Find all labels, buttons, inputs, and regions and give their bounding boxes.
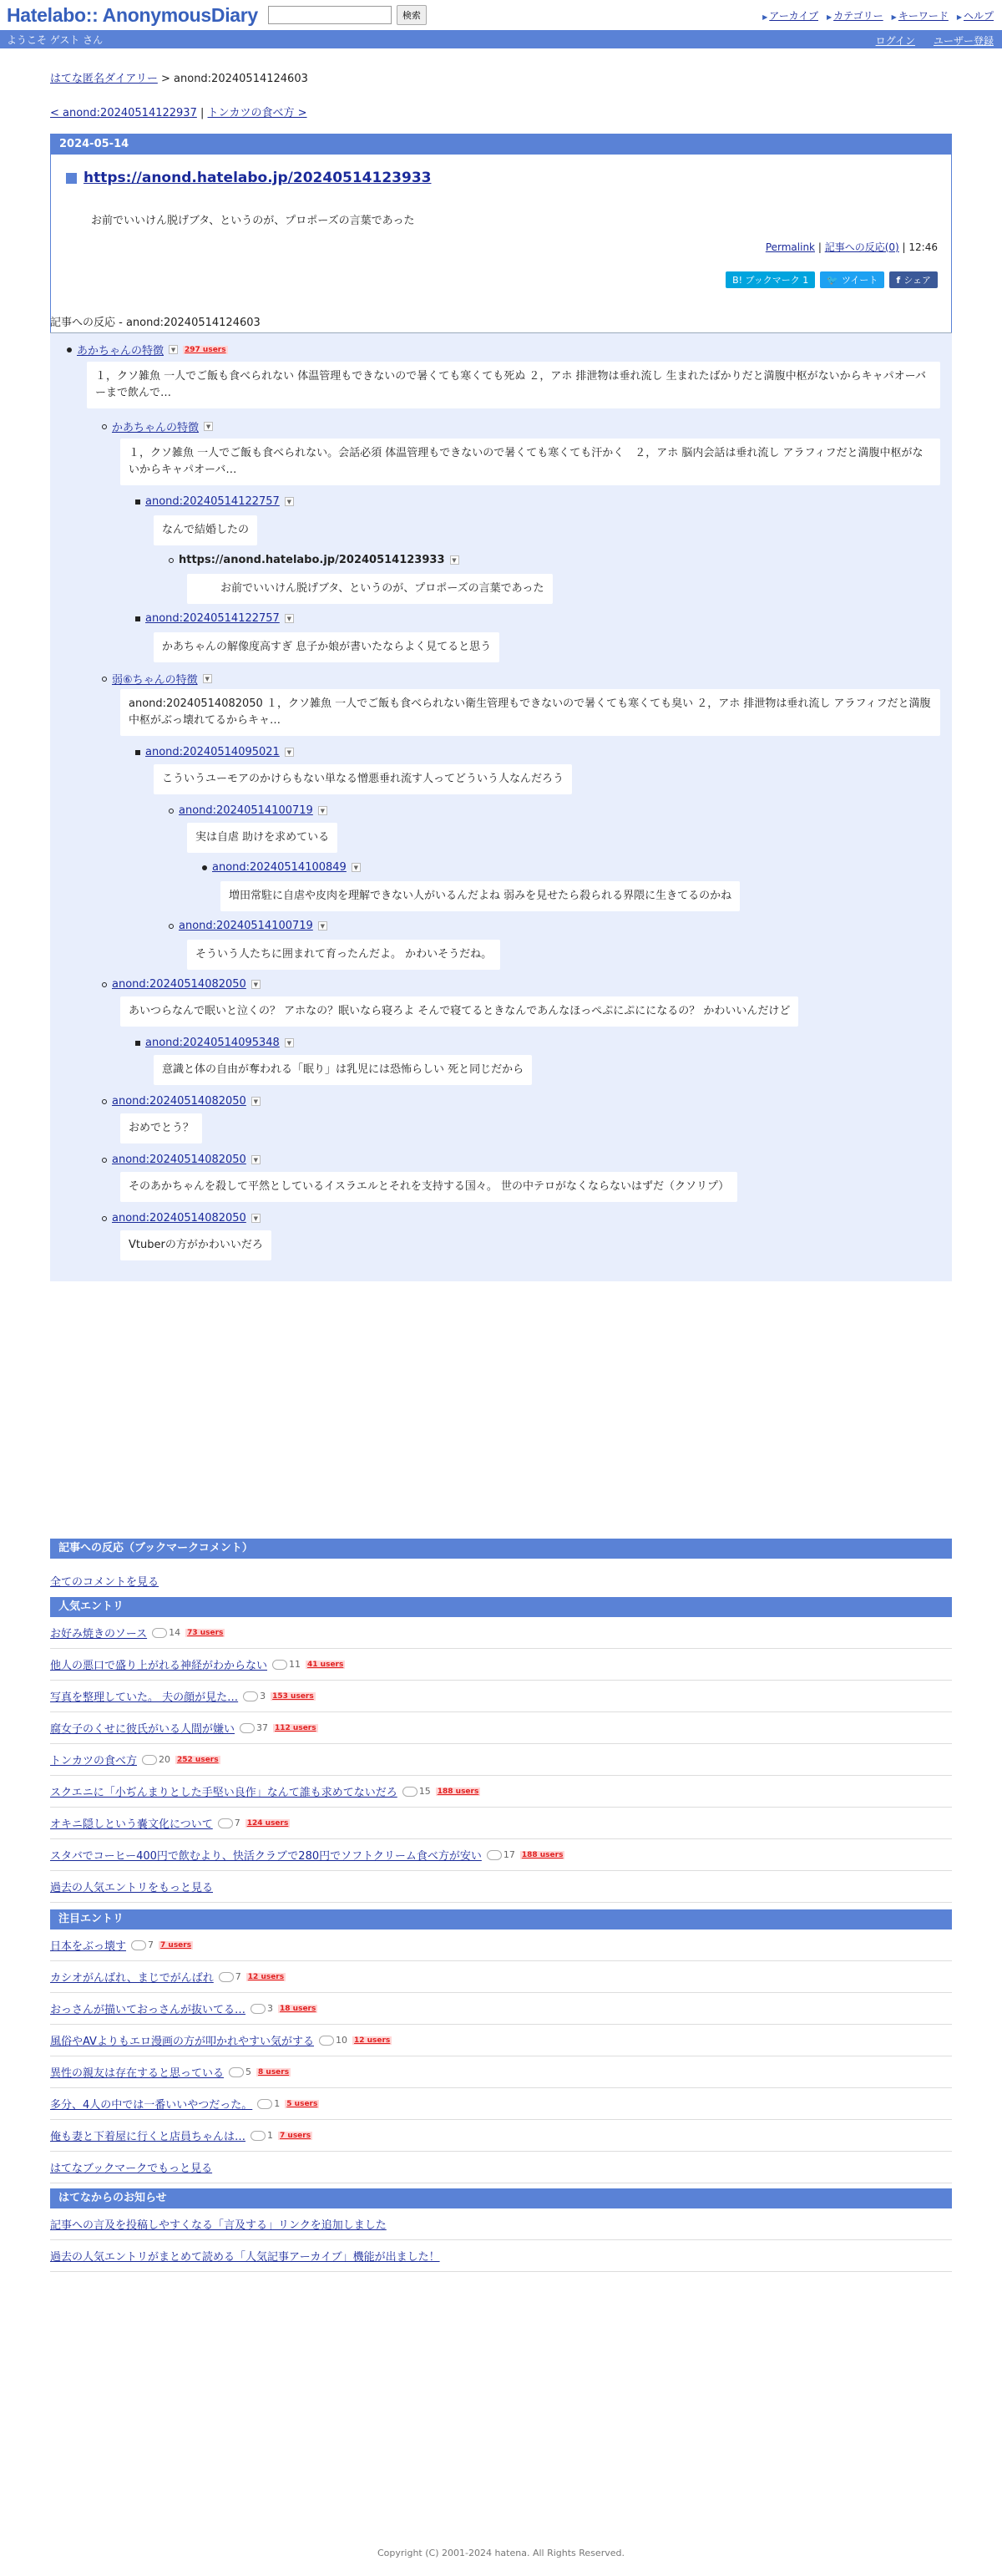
comment-count-value: 10 xyxy=(335,2035,347,2046)
reply-link[interactable]: anond:20240514082050 xyxy=(112,978,246,991)
chevron-down-icon[interactable]: ▼ xyxy=(318,921,327,931)
comment-count[interactable] xyxy=(243,1691,266,1701)
bullet-icon xyxy=(102,982,107,987)
facebook-icon: f xyxy=(896,274,901,286)
bullet-icon xyxy=(169,809,174,814)
reply-node xyxy=(102,978,261,991)
reply-node xyxy=(102,1095,261,1108)
reply-link[interactable]: anond:20240514122757 xyxy=(145,612,280,625)
reply-link[interactable]: anond:20240514100849 xyxy=(212,861,347,874)
comment-count[interactable] xyxy=(142,1754,170,1765)
bullet-icon xyxy=(102,424,107,429)
comment-count[interactable] xyxy=(152,1627,180,1638)
comment-count[interactable] xyxy=(218,1818,240,1828)
share-buttons xyxy=(726,271,938,288)
bookmark-users-badge[interactable]: 41 users xyxy=(307,1660,344,1669)
entry-time: 12:46 xyxy=(908,241,938,253)
popular-entry-row xyxy=(50,1681,952,1712)
speech-bubble-icon xyxy=(152,1628,167,1638)
reply-node xyxy=(169,554,459,566)
popular-entry-row xyxy=(50,1808,952,1839)
reply-body: お前でいいけん脱げブタ、というのが、プロポーズの言葉であった xyxy=(187,574,553,604)
chevron-down-icon[interactable]: ▼ xyxy=(203,674,212,683)
bookmark-users-badge[interactable]: 112 users xyxy=(275,1723,316,1732)
comment-count[interactable] xyxy=(402,1786,431,1797)
news-link[interactable]: 記事への言及を投稿しやすくなる「言及する」リンクを追加しました xyxy=(50,2219,387,2232)
notable-entry-row xyxy=(50,1961,952,1993)
reply-link[interactable]: anond:20240514082050 xyxy=(112,1212,246,1225)
speech-bubble-icon xyxy=(229,2067,244,2077)
popular-entry-link[interactable]: トンカツの食べ方 xyxy=(50,1755,138,1767)
bookmark-users-badge[interactable]: 7 users xyxy=(160,1940,192,1950)
bullet-icon xyxy=(169,558,174,563)
comment-count[interactable] xyxy=(487,1849,515,1860)
notable-entry-row xyxy=(50,2025,952,2056)
comment-count-value: 7 xyxy=(234,1818,240,1828)
next-entry-link[interactable]: トンカツの食べ方 > xyxy=(207,107,307,119)
reply-node xyxy=(67,342,228,357)
reply-link[interactable]: anond:20240514122757 xyxy=(145,495,280,508)
notable-entry-row xyxy=(50,1929,952,1961)
comment-count-value: 7 xyxy=(235,1971,241,1982)
speech-bubble-icon xyxy=(131,1940,146,1950)
bookmark-users-badge[interactable]: 73 users xyxy=(187,1628,224,1637)
meta-separator: | xyxy=(902,241,906,253)
comment-count-value: 11 xyxy=(289,1659,301,1670)
chevron-down-icon[interactable]: ▼ xyxy=(450,555,459,565)
bullet-icon xyxy=(135,1041,140,1046)
bookmark-users-badge[interactable]: 252 users xyxy=(177,1755,219,1764)
notable-entry-link[interactable]: 多分、4人の中では一番いいやつだった。 xyxy=(50,2099,253,2112)
comment-count-value: 20 xyxy=(159,1754,171,1765)
bullet-icon xyxy=(67,347,72,352)
all-comments-row xyxy=(50,1567,952,1594)
twitter-bird-icon: 🐦 xyxy=(827,274,838,286)
news-link[interactable]: 過去の人気エントリがまとめて読める「人気記事アーカイブ」機能が出ました！ xyxy=(50,2251,440,2264)
bullet-icon xyxy=(135,616,140,621)
comment-count-value: 3 xyxy=(260,1691,266,1701)
bookmark-users-badge[interactable]: 12 users xyxy=(353,2036,391,2045)
all-comments-link[interactable]: 全てのコメントを見る xyxy=(50,1575,159,1589)
login-link[interactable]: ログイン xyxy=(875,35,915,47)
speech-bubble-icon xyxy=(402,1787,418,1797)
popular-entry-row xyxy=(50,1744,952,1776)
bookmark-users-badge[interactable]: 5 users xyxy=(286,2099,318,2108)
chevron-down-icon[interactable]: ▼ xyxy=(251,1155,261,1164)
popular-entry-more-link[interactable]: 過去の人気エントリをもっと見る xyxy=(50,1882,214,1894)
reply-node xyxy=(169,920,327,932)
notable-entries-heading: 注目エントリ xyxy=(50,1909,952,1929)
reply-body: １，クソ雑魚 一人でご飯も食べられない。会話必須 体温管理もできないので暑くても寒くても汗かく ２，アホ 脳内会話は垂れ流し アラフィフだと満腹中枢がないからキャパオーバ… xyxy=(120,439,940,485)
breadcrumb-home-link[interactable]: はてな匿名ダイアリー xyxy=(50,73,158,85)
notable-entry-link[interactable]: 風俗やAVよりもエロ漫画の方が叩かれやすい気がする xyxy=(50,2036,314,2048)
facebook-share-button[interactable] xyxy=(889,271,938,288)
notable-entry-row xyxy=(50,2056,952,2088)
notable-entry-link[interactable]: カシオがんばれ、まじでがんばれ xyxy=(50,1972,214,1985)
reply-body: かあちゃんの解像度高すぎ 息子か娘が書いたならよく見てると思う xyxy=(154,632,499,662)
chevron-down-icon[interactable]: ▼ xyxy=(169,345,178,354)
reply-body: そのあかちゃんを殺して平然としているイスラエルとそれを支持する国々。 世の中テロがなくならないはずだ（クソリプ） xyxy=(120,1172,737,1202)
pager-separator: | xyxy=(200,107,205,119)
bullet-icon xyxy=(102,1099,107,1104)
speech-bubble-icon xyxy=(250,2004,266,2014)
pager xyxy=(50,104,307,119)
entry-title-link[interactable]: https://anond.hatelabo.jp/20240514123933 xyxy=(84,170,432,186)
reply-node xyxy=(135,612,294,625)
comment-count-value: 7 xyxy=(148,1940,154,1950)
breadcrumb xyxy=(50,69,308,85)
popular-entry-row xyxy=(50,1617,952,1649)
reactions-link[interactable]: 記事への反応(0) xyxy=(824,241,899,253)
breadcrumb-current: anond:20240514124603 xyxy=(174,73,308,85)
hatena-bookmark-button[interactable]: B! ブックマーク 1 xyxy=(726,271,815,288)
reply-node xyxy=(102,418,213,434)
reply-body: anond:20240514082050 １，クソ雑魚 一人でご飯も食べられない衛生管理もできないので暑くても寒くても臭い ２，アホ 排泄物は垂れ流し アラフィフだと満腹中枢がぶっ壊れてるからキャ… xyxy=(120,689,940,736)
comment-count[interactable] xyxy=(219,1971,241,1982)
reply-body: 実は自虐 助けを求めている xyxy=(187,823,337,853)
share-button-label: シェア xyxy=(903,275,931,286)
comment-count[interactable] xyxy=(229,2066,251,2077)
chevron-down-icon[interactable]: ▼ xyxy=(285,1038,294,1047)
chevron-down-icon[interactable]: ▼ xyxy=(251,1214,261,1223)
comment-count-value: 15 xyxy=(418,1786,431,1797)
reply-node xyxy=(102,671,212,687)
comment-count-value: 1 xyxy=(267,2130,274,2141)
reply-node xyxy=(102,1212,261,1225)
popular-entry-row xyxy=(50,1649,952,1681)
site-logo[interactable]: Hatelabo:: AnonymousDiary xyxy=(7,3,258,26)
reply-node xyxy=(135,746,294,758)
popular-entry-more-row xyxy=(50,1871,952,1903)
comment-count-value: 1 xyxy=(274,2098,281,2109)
news-row xyxy=(50,2208,952,2240)
chevron-down-icon[interactable]: ▼ xyxy=(285,614,294,623)
bullet-icon xyxy=(169,924,174,929)
nav-category-link[interactable]: ▶ カテゴリー xyxy=(827,8,883,23)
news-heading: はてなからのお知らせ xyxy=(50,2188,952,2208)
bookmark-users-badge[interactable]: 12 users xyxy=(247,1972,285,1981)
footer-copyright: Copyright (C) 2001-2024 hatena. All Rights Reserved. xyxy=(377,2548,625,2558)
welcome-text: ようこそ ゲスト さん xyxy=(7,33,104,46)
bookmark-users-badge[interactable]: 188 users xyxy=(437,1787,479,1796)
comment-count-value: 17 xyxy=(503,1849,515,1860)
comment-count-value: 37 xyxy=(256,1722,269,1733)
reply-node xyxy=(102,1154,261,1166)
reply-body: Vtuberの方がかわいいだろ xyxy=(120,1230,271,1260)
tweet-button-label: ツイート xyxy=(841,275,878,286)
reply-body: １，クソ雑魚 一人でご飯も食べられない 体温管理もできないので暑くても寒くても死ぬ ２，アホ 排泄物は垂れ流し 生まれたばかりだと満腹中枢がないからキャパオーバーまで飲んで… xyxy=(87,362,940,408)
reply-link[interactable]: anond:20240514082050 xyxy=(112,1154,246,1166)
reply-link[interactable]: anond:20240514095348 xyxy=(145,1037,280,1049)
entry-meta xyxy=(766,240,938,254)
comment-count-value: 5 xyxy=(245,2066,252,2077)
prev-entry-link[interactable]: < anond:20240514122937 xyxy=(50,107,197,119)
reply-link[interactable]: anond:20240514100719 xyxy=(179,920,313,932)
reply-body: 意識と体の自由が奪われる「眠り」は乳児には恐怖らしい 死と同じだから xyxy=(154,1055,532,1085)
comment-count[interactable] xyxy=(250,2130,273,2141)
bullet-icon xyxy=(202,865,207,870)
chevron-down-icon[interactable]: ▼ xyxy=(251,1097,261,1106)
reply-link[interactable]: 弱⑥ちゃんの特徴 xyxy=(112,674,198,687)
comment-count-value: 14 xyxy=(169,1627,181,1638)
reply-link[interactable]: anond:20240514100719 xyxy=(179,804,313,817)
comment-count-value: 3 xyxy=(267,2003,274,2014)
notable-entry-link[interactable]: 日本をぶっ壊す xyxy=(50,1940,127,1953)
popular-entry-link[interactable]: お好み焼きのソース xyxy=(50,1628,148,1640)
popular-entry-row xyxy=(50,1839,952,1871)
bullet-icon xyxy=(135,499,140,505)
speech-bubble-icon xyxy=(243,1691,258,1701)
register-link[interactable]: ユーザー登録 xyxy=(933,35,994,47)
speech-bubble-icon xyxy=(218,1818,233,1828)
entry-body: お前でいいけん脱げブタ、というのが、プロポーズの言葉であった xyxy=(91,215,415,227)
speech-bubble-icon xyxy=(487,1850,502,1860)
header xyxy=(0,0,1002,30)
bullet-icon xyxy=(102,1216,107,1221)
reply-node xyxy=(135,495,294,508)
speech-bubble-icon xyxy=(219,1972,234,1982)
notable-entry-more-row xyxy=(50,2152,952,2183)
bookmark-users-badge[interactable]: 7 users xyxy=(280,2131,311,2140)
comment-count[interactable] xyxy=(272,1659,301,1670)
bookmark-comments-heading: 記事への反応（ブックマークコメント） xyxy=(50,1539,952,1559)
chevron-down-icon[interactable]: ▼ xyxy=(204,422,213,431)
news-row xyxy=(50,2240,952,2272)
reply-body: そういう人たちに囲まれて育ったんだよ。 かわいそうだね。 xyxy=(187,940,500,970)
popular-entry-row xyxy=(50,1712,952,1744)
reply-link[interactable]: かあちゃんの特徴 xyxy=(112,422,200,434)
bookmark-users-badge[interactable]: 188 users xyxy=(521,1850,564,1859)
reply-body: あいつらなんで眠いと泣くの？ アホなの？眠いなら寝ろよ そんで寝てるときなんであんなほっぺぷにぷにになるの？ かわいいんだけど xyxy=(120,996,798,1027)
entry-section xyxy=(50,134,952,335)
speech-bubble-icon xyxy=(319,2036,334,2046)
bookmark-users-badge[interactable]: 18 users xyxy=(280,2004,316,2013)
bullet-icon xyxy=(102,1158,107,1163)
notable-entry-link[interactable]: おっさんが描いておっさんが抜いてる… xyxy=(50,2004,246,2016)
search-input[interactable] xyxy=(268,6,392,24)
popular-entry-link[interactable]: スクエニに「小ぢんまりとした手堅い良作」なんて誰も求めてないだろ xyxy=(50,1787,397,1799)
comment-count[interactable] xyxy=(257,2098,280,2109)
reply-node xyxy=(135,1037,294,1049)
notable-entry-row xyxy=(50,1993,952,2025)
chevron-down-icon[interactable]: ▼ xyxy=(285,497,294,506)
reply-body: こういうユーモアのかけらもない単なる憎悪垂れ流す人ってどういう人なんだろう xyxy=(154,764,572,794)
bullet-icon xyxy=(135,750,140,755)
entry-date: 2024-05-14 xyxy=(51,134,951,155)
reply-link[interactable]: anond:20240514095021 xyxy=(145,746,280,758)
user-bar xyxy=(0,30,1002,48)
comment-count[interactable] xyxy=(250,2003,273,2014)
reply-node xyxy=(202,861,361,874)
popular-entry-link[interactable]: 腐女子のくせに彼氏がいる人間が嫌い xyxy=(50,1723,235,1736)
reply-link[interactable]: あかちゃんの特徴 xyxy=(77,345,164,357)
speech-bubble-icon xyxy=(250,2131,266,2141)
entry-title xyxy=(66,170,431,186)
meta-separator: | xyxy=(817,241,822,253)
speech-bubble-icon xyxy=(272,1660,287,1670)
reply-node xyxy=(169,804,327,817)
notable-entry-row xyxy=(50,2120,952,2152)
search-box xyxy=(268,5,427,25)
search-button[interactable]: 検索 xyxy=(397,5,427,25)
chevron-down-icon[interactable]: ▼ xyxy=(352,863,361,872)
breadcrumb-separator: > xyxy=(160,73,170,85)
notable-entry-more-link[interactable]: はてなブックマークでもっと見る xyxy=(50,2163,213,2175)
replies-heading: 記事への反応 - anond:20240514124603 xyxy=(50,317,261,329)
chevron-down-icon[interactable]: ▼ xyxy=(318,806,327,815)
square-icon xyxy=(66,173,77,184)
top-nav xyxy=(762,8,994,23)
popular-entry-link[interactable]: スタバでコーヒー400円で飲むより、快活クラブで280円でソフトクリーム食べ方が安い xyxy=(50,1850,482,1863)
bookmark-users-badge[interactable]: 124 users xyxy=(246,1818,289,1828)
reply-body: なんで結婚したの xyxy=(154,515,257,545)
comment-count[interactable] xyxy=(131,1940,154,1950)
speech-bubble-icon xyxy=(257,2099,272,2109)
notable-entry-row xyxy=(50,2088,952,2120)
bookmark-users-badge[interactable]: 297 users xyxy=(185,345,226,354)
chevron-down-icon[interactable]: ▼ xyxy=(251,980,261,989)
reply-body: 増田常駐に自虐や皮肉を理解できない人がいるんだよね 弱みを見せたら殺られる界隈に生きてるのかね xyxy=(220,881,740,911)
notable-entry-link[interactable]: 異性の親友は存在すると思っている xyxy=(50,2067,225,2080)
reply-link[interactable]: anond:20240514082050 xyxy=(112,1095,246,1108)
reply-body: おめでとう？ xyxy=(120,1113,202,1143)
bookmark-users-badge[interactable]: 153 users xyxy=(272,1691,314,1701)
popular-entry-row xyxy=(50,1776,952,1808)
comment-count[interactable] xyxy=(319,2035,347,2046)
nav-keyword-link[interactable]: ▶ キーワード xyxy=(892,8,949,23)
popular-entry-link[interactable]: 他人の悪口で盛り上がれる神経がわからない xyxy=(50,1660,268,1672)
notable-entry-link[interactable]: 俺も妻と下着屋に行くと店員ちゃんは… xyxy=(50,2131,246,2143)
speech-bubble-icon xyxy=(142,1755,157,1765)
reply-title: https://anond.hatelabo.jp/20240514123933 xyxy=(179,554,445,566)
comment-count[interactable] xyxy=(240,1722,268,1733)
nav-archive-link[interactable]: ▶ アーカイブ xyxy=(762,8,818,23)
popular-entry-link[interactable]: オキニ隠しという嚢文化について xyxy=(50,1818,213,1831)
popular-entries-heading: 人気エントリ xyxy=(50,1597,952,1617)
popular-entry-link[interactable]: 写真を整理していた。 夫の顔が見た… xyxy=(50,1691,239,1704)
chevron-down-icon[interactable]: ▼ xyxy=(285,748,294,757)
bullet-icon xyxy=(102,677,107,682)
speech-bubble-icon xyxy=(240,1723,255,1733)
nav-help-link[interactable]: ▶ ヘルプ xyxy=(957,8,994,23)
permalink-link[interactable]: Permalink xyxy=(765,241,815,253)
tweet-button[interactable] xyxy=(820,271,884,288)
bookmark-users-badge[interactable]: 8 users xyxy=(258,2067,290,2077)
reply-tree xyxy=(50,332,952,1281)
